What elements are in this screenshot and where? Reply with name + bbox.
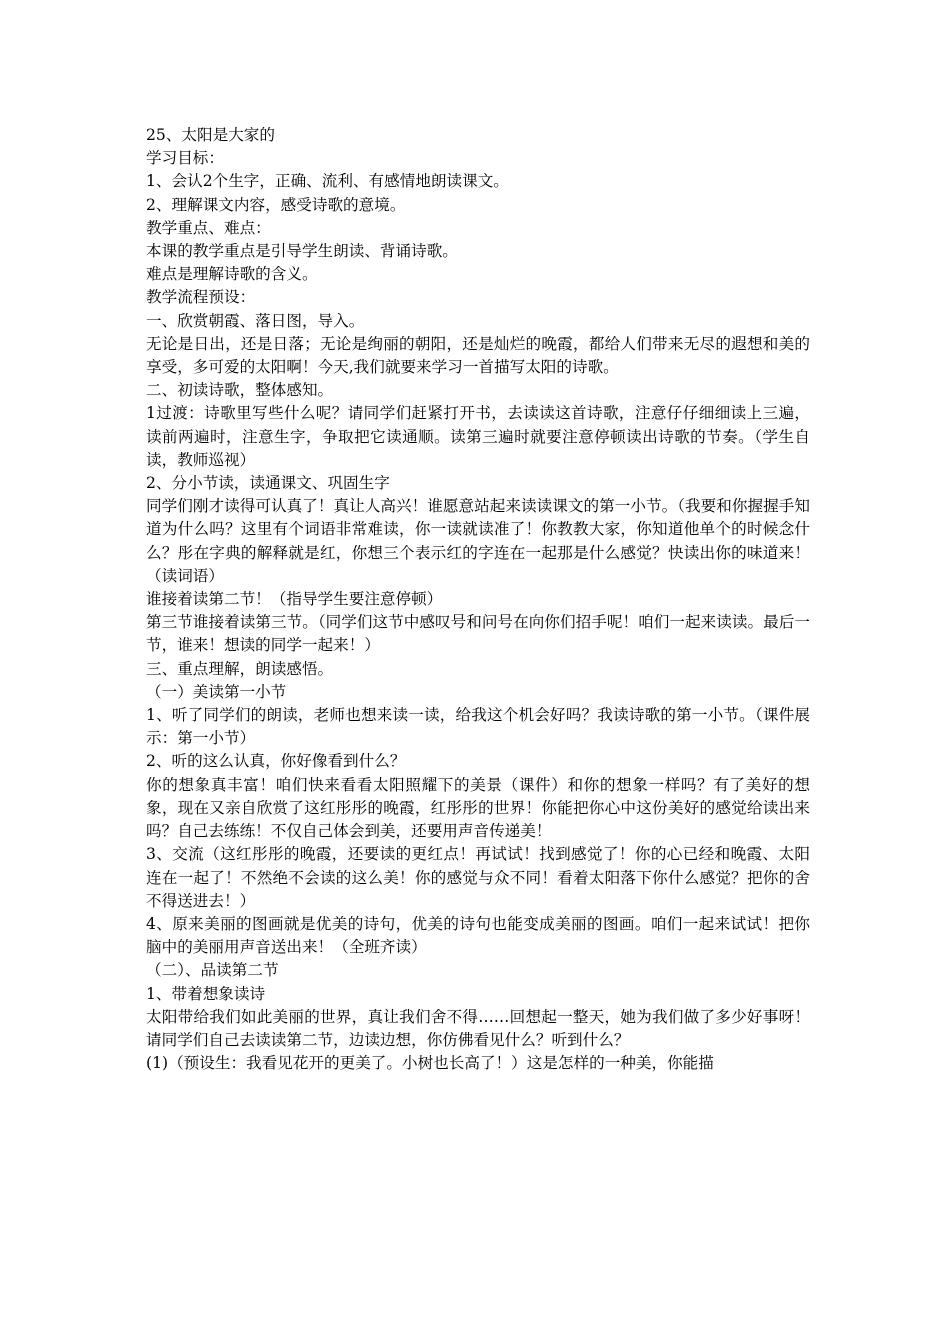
step-heading: 一、欣赏朝霞、落日图，导入。 [146, 311, 365, 330]
paragraph: 2、听的这么认真，你好像看到什么？ [146, 752, 406, 771]
paragraph: 难点是理解诗歌的含义。 [146, 265, 318, 284]
sub-heading: （一）美读第一小节 [146, 682, 287, 701]
paragraph: 3、交流（这红彤彤的晚霞，还要读的更红点！再试试！找到感觉了！你的心已经和晚霞、太阳连在一起了！不然绝不会读的这么美！你的感觉与众不同！看着太阳落下你什么感觉？把你的舍不得送进去！） [146, 845, 810, 910]
paragraph: 你的想象真丰富！咱们快来看看太阳照耀下的美景（课件）和你的想象一样吗？有了美好的想象，现在又亲自欣赏了这红彤彤的晚霞，红彤彤的世界！你能把你心中这份美好的感觉给读出来吗？自己去练练！不仅自己体会到美，还要用声音传递美！ [146, 775, 810, 841]
paragraph: 本课的教学重点是引导学生朗读、背诵诗歌。 [146, 242, 458, 261]
paragraph: 1、听了同学们的朗读，老师也想来读一读，给我这个机会好吗？我读诗歌的第一小节。（课件展示：第一小节） [146, 706, 810, 748]
paragraph: 太阳带给我们如此美丽的世界，真让我们舍不得……回想起一整天，她为我们做了多少好事呀！请同学们自己去读读第二节，边读边想，你仿佛看见什么？听到什么？ [146, 1007, 810, 1049]
paragraph: 1、带着想象读诗 [146, 984, 266, 1003]
paragraph: 无论是日出，还是日落；无论是绚丽的朝阳，还是灿烂的晚霞，都给人们带来无尽的遐想和美的享受，多可爱的太阳啊！今天,我们就要来学习一首描写太阳的诗歌。 [146, 334, 810, 377]
paragraph: 谁接着读第二节！（指导学生要注意停顿） [146, 590, 443, 609]
paragraph: (1)（预设生：我看见花开的更美了。小树也长高了！）这是怎样的一种美，你能描 [146, 1054, 714, 1073]
paragraph: 同学们刚才读得可认真了！真让人高兴！谁愿意站起来读读课文的第一小节。（我要和你握握手知道为什么吗？这里有个词语非常难读，你一读就读准了！你教教大家，你知道他单个的时候念什么？彤在字典的解释就是红，你想三个表示红的字连在一起那是什么感觉？快读出你的味道来！（读词语） [146, 497, 810, 585]
paragraph: 4、原来美丽的图画就是优美的诗句，优美的诗句也能变成美丽的图画。咱们一起来试试！把你脑中的美丽用声音送出来！（全班齐读） [146, 914, 810, 957]
objective-item: 2、理解课文内容，感受诗歌的意境。 [146, 195, 406, 214]
document-body [146, 124, 810, 1075]
paragraph: 2、分小节读，读通课文、巩固生字 [146, 474, 390, 493]
section-heading-process: 教学流程预设： [146, 288, 256, 307]
section-heading-objectives: 学习目标： [146, 149, 224, 168]
lesson-title: 25、太阳是大家的 [146, 126, 275, 144]
section-heading-key-points: 教学重点、难点： [146, 218, 271, 237]
objective-item: 1、会认2个生字，正确、流利、有感情地朗读课文。 [146, 172, 509, 191]
paragraph: 第三节谁接着读第三节。（同学们这节中感叹号和问号在向你们招手呢！咱们一起来读读。最后一节，谁来！想读的同学一起来！） [146, 613, 810, 655]
step-heading: 三、重点理解，朗读感悟。 [146, 659, 334, 678]
sub-heading: （二）、品读第二节 [146, 961, 279, 980]
step-heading: 二、初读诗歌，整体感知。 [146, 381, 334, 400]
paragraph: 1过渡：诗歌里写些什么呢？请同学们赶紧打开书，去读读这首诗歌，注意仔仔细细读上三遍，读前两遍时，注意生字，争取把它读通顺。读第三遍时就要注意停顿读出诗歌的节奏。（学生自读，教师巡视） [146, 404, 810, 469]
